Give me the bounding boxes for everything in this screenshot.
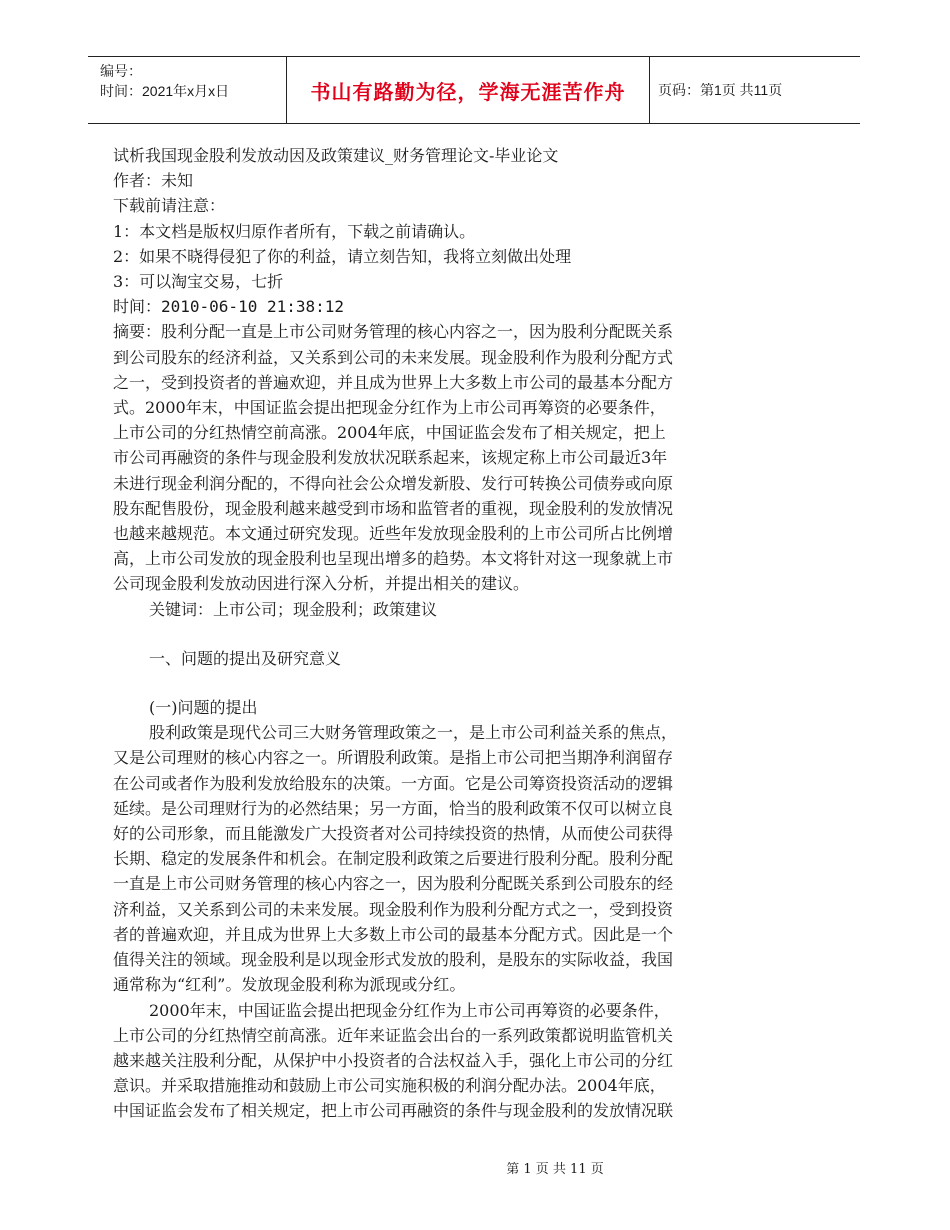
abstract-line: 市公司再融资的条件与现金股利发放状况联系起来，该规定称上市公司最近3年: [113, 448, 668, 468]
paragraph-line: 2000年末，中国证监会提出把现金分红作为上市公司再筹资的必要条件，: [149, 1000, 670, 1020]
paragraph-line: 值得关注的领域。现金股利是以现金形式发放的股利，是股东的实际收益，我国: [113, 950, 674, 970]
paragraph-line: 上市公司的分红热情空前高涨。近年来证监会出台的一系列政策都说明监管机关: [113, 1025, 674, 1045]
page-footer: [0, 1158, 950, 1177]
abstract: [113, 319, 773, 596]
article-author: 作者：未知: [113, 171, 194, 191]
abstract-line: 摘要：股利分配一直是上市公司财务管理的核心内容之一，因为股利分配既关系: [113, 322, 674, 342]
abstract-line: 高，上市公司发放的现金股利也呈现出增多的趋势。本文将针对这一现象就上市: [113, 549, 674, 569]
subsection-heading: (一)问题的提出: [149, 698, 258, 718]
notice-item: 1：本文档是版权归原作者所有，下载之前请确认。: [113, 221, 476, 241]
document-header: [88, 56, 860, 124]
blank-line: [113, 671, 773, 695]
paragraph-line: 股利政策是现代公司三大财务管理政策之一，是上市公司利益关系的焦点，: [149, 723, 678, 743]
paragraph-line: 在公司或者作为股利发放给股东的决策。一方面。它是公司筹资投资活动的逻辑: [113, 773, 674, 793]
paragraph-line: 济利益，又关系到公司的未来发展。现金股利作为股利分配方式之一，受到投资: [113, 899, 674, 919]
abstract-line: 也越来越规范。本文通过研究发现。近些年发放现金股利的上市公司所占比例增: [113, 524, 674, 544]
notice-item: 3：可以淘宝交易，七折: [113, 272, 284, 292]
paragraph-line: 者的普遍欢迎，并且成为世界上大多数上市公司的最基本分配方式。因此是一个: [113, 924, 674, 944]
keywords: 关键词：上市公司；现金股利；政策建议: [149, 599, 438, 619]
header-page-info: 页码：第1页 共11页: [658, 82, 783, 98]
article-title: 试析我国现金股利发放动因及政策建议_财务管理论文-毕业论文: [113, 146, 559, 165]
paragraph: [113, 998, 773, 1124]
paragraph: [113, 720, 773, 997]
article-time: 时间：2010-06-10 21:38:12: [113, 297, 345, 317]
header-id-label: 编号：: [100, 63, 142, 79]
abstract-line: 之一，受到投资者的普遍欢迎，并且成为世界上大多数上市公司的最基本分配方: [113, 372, 674, 392]
paragraph-line: 越来越关注股利分配，从保护中小投资者的合法权益入手，强化上市公司的分红: [113, 1050, 674, 1070]
paragraph-line: 延续。是公司理财行为的必然结果；另一方面，恰当的股利政策不仅可以树立良: [113, 798, 674, 818]
paragraph-line: 通常称为“红利”。发放现金股利称为派现或分红。: [113, 975, 466, 995]
paragraph-line: 中国证监会发布了相关规定，把上市公司再融资的条件与现金股利的发放情况联: [113, 1101, 674, 1121]
abstract-line: 公司现金股利发放动因进行深入分析，并提出相关的建议。: [113, 574, 530, 594]
paragraph-line: 好的公司形象，而且能激发广大投资者对公司持续投资的热情，从而使公司获得: [113, 824, 674, 844]
header-time-label: 时间：2021年x月x日: [100, 83, 230, 99]
abstract-line: 上市公司的分红热情空前高涨。2004年底，中国证监会发布了相关规定，把上: [113, 423, 666, 443]
document-body: [113, 143, 773, 1124]
section-heading: 一、问题的提出及研究意义: [149, 648, 342, 668]
notice-title: 下载前请注意：: [113, 196, 226, 216]
footer-page-number: 第 1 页 共 11 页: [506, 1162, 604, 1177]
abstract-line: 股东配售股份，现金股利越来越受到市场和监管者的重视，现金股利的发放情况: [113, 498, 674, 518]
header-meta-cell: [88, 57, 286, 123]
paragraph-line: 长期、稳定的发展条件和机会。在制定股利政策之后要进行股利分配。股利分配: [113, 849, 674, 869]
blank-line: [113, 622, 773, 646]
paragraph-line: 又是公司理财的核心内容之一。所谓股利政策。是指上市公司把当期净利润留存: [113, 748, 674, 768]
paragraph-line: 一直是上市公司财务管理的核心内容之一，因为股利分配既关系到公司股东的经: [113, 874, 674, 894]
notice-item: 2：如果不晓得侵犯了你的利益，请立刻告知，我将立刻做出处理: [113, 246, 572, 266]
paragraph-line: 意识。并采取措施推动和鼓励上市公司实施积极的利润分配办法。2004年底，: [113, 1076, 666, 1096]
header-motto: 书山有路勤为径，学海无涯苦作舟: [286, 57, 650, 123]
abstract-line: 未进行现金利润分配的，不得向社会公众增发新股、发行可转换公司债券或向原: [113, 473, 674, 493]
abstract-line: 到公司股东的经济利益，又关系到公司的未来发展。现金股利作为股利分配方式: [113, 347, 674, 367]
abstract-line: 式。2000年末，中国证监会提出把现金分红作为上市公司再筹资的必要条件，: [113, 398, 666, 418]
